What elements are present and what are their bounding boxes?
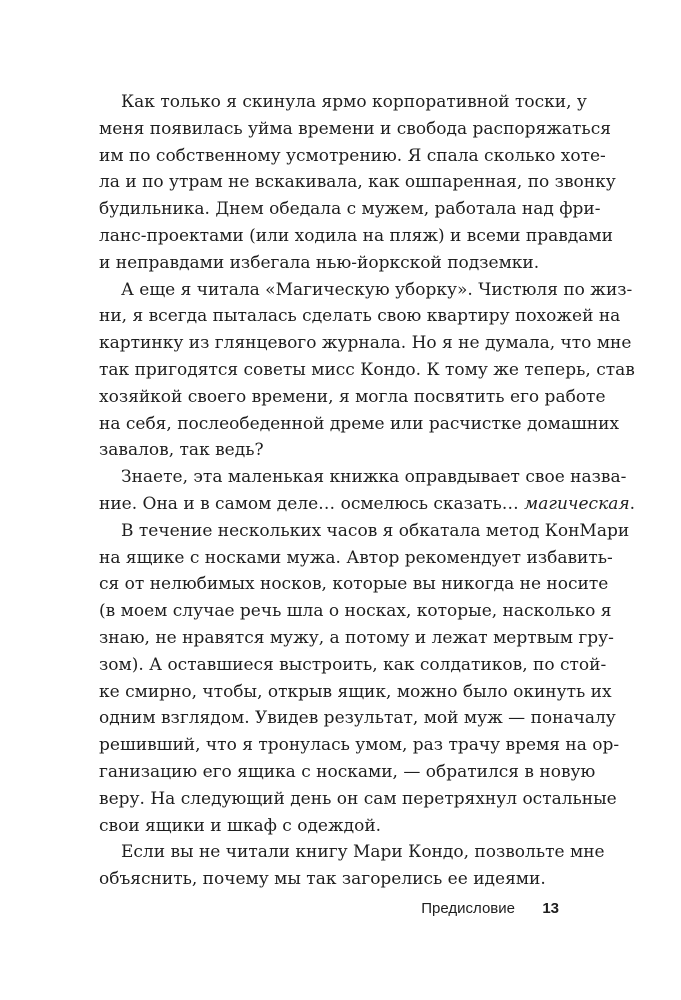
text-fragment: ние. Она и в самом деле… осмелюсь сказать… — [99, 493, 525, 514]
paragraph — [99, 89, 616, 277]
text-line: знаю, не нравятся мужу, а потому и лежат мертвым гру- — [99, 627, 614, 648]
text-line: Знаете, эта маленькая книжка оправдывает свое назва- — [121, 467, 627, 488]
paragraph — [99, 464, 636, 518]
text-line: (в моем случае речь шла о носках, которые, насколько я — [99, 601, 612, 622]
paragraph — [99, 839, 605, 893]
text-line: объяснить, почему мы так загорелись ее идеями. — [99, 869, 546, 890]
text-line: картинку из глянцевого журнала. Но я не думала, что мне — [99, 333, 632, 354]
page-number: 13 — [542, 900, 559, 917]
text-line: так пригодятся советы мисс Кондо. К тому же теперь, став — [99, 359, 635, 380]
text-line: одним взглядом. Увидев результат, мой муж — поначалу — [99, 708, 616, 729]
paragraph — [99, 518, 630, 840]
text-line: ланс-проектами (или ходила на пляж) и всеми правдами — [99, 225, 613, 246]
text-line: веру. На следующий день он сам перетряхнул остальные — [99, 788, 617, 809]
text-line: завалов, так ведь? — [99, 440, 264, 461]
running-footer-title: Предисловие — [421, 900, 515, 917]
text-line — [99, 491, 636, 518]
text-line: хозяйкой своего времени, я могла посвятить его работе — [99, 386, 606, 407]
text-line: ганизацию его ящика с носками, — обратился в новую — [99, 761, 596, 782]
text-line: ни, я всегда пыталась сделать свою квартиру похожей на — [99, 306, 621, 327]
italic-word: магическая — [524, 493, 630, 514]
text-line: на ящике с носками мужа. Автор рекомендует избавить- — [99, 547, 613, 568]
text-line: ся от нелюбимых носков, которые вы никогда не носите — [99, 574, 609, 595]
text-line: ла и по утрам не вскакивала, как ошпаренная, по звонку — [99, 172, 616, 193]
text-line: решивший, что я тронулась умом, раз трачу время на ор- — [99, 735, 620, 756]
text-fragment: . — [629, 493, 636, 514]
text-line: и неправдами избегала нью-йоркской подземки. — [99, 252, 540, 273]
text-line: В течение нескольких часов я обкатала метод КонМари — [121, 520, 630, 541]
text-line: им по собственному усмотрению. Я спала сколько хоте- — [99, 145, 606, 166]
page-footer — [0, 898, 565, 922]
text-line: Если вы не читали книгу Мари Кондо, позвольте мне — [121, 842, 605, 863]
text-line: Как только я скинула ярмо корпоративной тоски, у — [121, 92, 587, 112]
body-text — [99, 89, 636, 893]
text-line: меня появилась уйма времени и свобода распоряжаться — [99, 118, 611, 139]
text-line: на себя, послеобеденной дреме или расчистке домашних — [99, 413, 620, 434]
text-line: А еще я читала «Магическую уборку». Чистюля по жиз- — [121, 279, 633, 300]
text-line: свои ящики и шкаф с одеждой. — [99, 815, 382, 836]
text-line: будильника. Днем обедала с мужем, работала над фри- — [99, 199, 601, 220]
paragraph — [99, 277, 635, 465]
text-line: ке смирно, чтобы, открыв ящик, можно было окинуть их — [99, 681, 612, 702]
text-line: зом). А оставшиеся выстроить, как солдатиков, по стой- — [99, 654, 607, 675]
